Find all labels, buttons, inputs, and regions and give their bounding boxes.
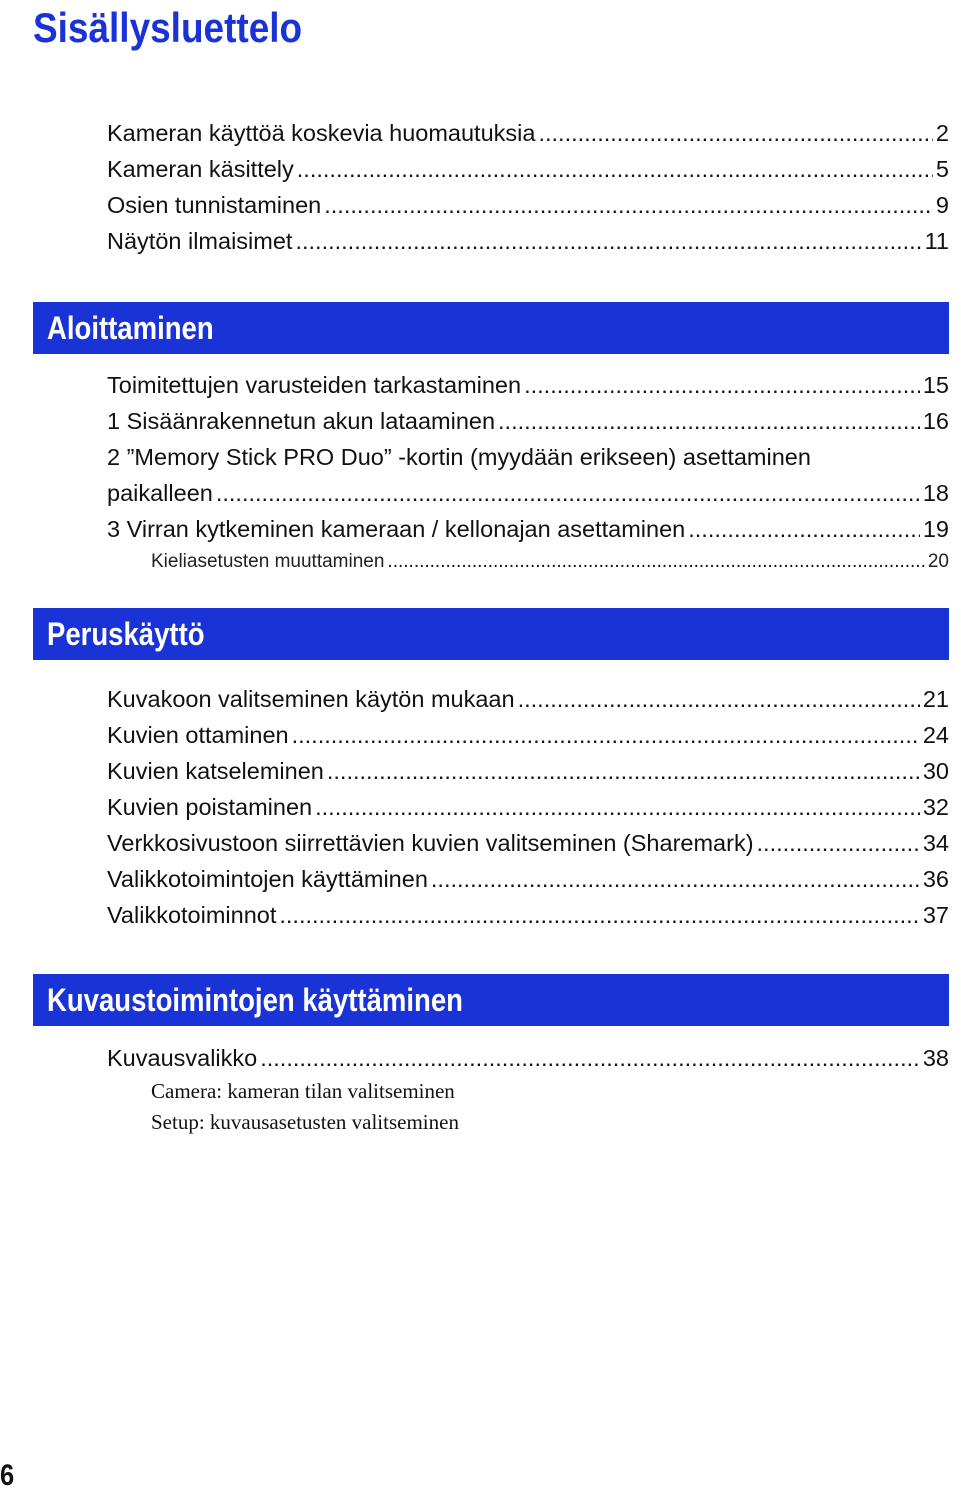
toc-entry[interactable] [107, 115, 949, 151]
toc-entry-label: Valikkotoiminnot [107, 902, 277, 928]
toc-plain-subentry[interactable]: Setup: kuvausasetusten valitseminen [151, 1110, 459, 1134]
section-header-kuvaustoimintojen-kayttaminen [33, 974, 949, 1026]
toc-entry-label: Toimitettujen varusteiden tarkastaminen [107, 372, 522, 398]
toc-entry-page: 30 [922, 758, 949, 784]
toc-entry-page: 9 [935, 192, 949, 218]
toc-entry-page: 18 [922, 480, 949, 506]
toc-leader-dots [431, 861, 920, 897]
toc-entry-wrapped-line[interactable] [107, 439, 949, 475]
toc-entry-page: 32 [922, 794, 949, 820]
toc-entry-page: 15 [922, 372, 949, 398]
toc-entry-label: Kameran käsittely [107, 156, 294, 182]
toc-entry-page: 24 [922, 722, 949, 748]
toc-leader-dots [260, 1040, 920, 1076]
toc-entry-page: 11 [924, 228, 949, 254]
toc-entry-label: paikalleen [107, 480, 213, 506]
toc-entry-label: Näytön ilmaisimet [107, 228, 293, 254]
toc-entry-page: 38 [922, 1045, 949, 1071]
toc-leader-dots [292, 717, 920, 753]
toc-entry[interactable] [107, 789, 949, 825]
toc-entry-label: Kieliasetusten muuttaminen [151, 551, 385, 572]
toc-entry-page: 37 [922, 902, 949, 928]
toc-leader-dots [688, 511, 920, 547]
page-title: Sisällysluettelo [33, 4, 303, 51]
toc-leader-dots [498, 403, 920, 439]
toc-section-kuvaustoiminnot [107, 1040, 949, 1138]
toc-intro-list [107, 115, 949, 259]
toc-entry-page: 34 [922, 830, 949, 856]
toc-leader-dots [324, 187, 933, 223]
section-heading: Aloittaminen [47, 310, 214, 346]
toc-leader-dots [295, 223, 921, 259]
toc-leader-dots [297, 151, 933, 187]
toc-entry[interactable] [107, 753, 949, 789]
toc-section-peruskaytto [107, 681, 949, 933]
toc-leader-dots [387, 547, 924, 577]
toc-leader-dots [757, 825, 920, 861]
toc-leader-dots [315, 789, 920, 825]
toc-entry[interactable] [107, 367, 949, 403]
toc-entry[interactable] [107, 475, 949, 511]
toc-entry-label: Kuvien ottaminen [107, 722, 289, 748]
toc-entry-label: Kameran käyttöä koskevia huomautuksia [107, 120, 536, 146]
toc-entry-page: 5 [935, 156, 949, 182]
toc-entry-label: Kuvausvalikko [107, 1045, 258, 1071]
toc-entry-page: 21 [922, 686, 949, 712]
toc-leader-dots [518, 681, 920, 717]
toc-leader-dots [327, 753, 920, 789]
toc-entry[interactable] [107, 681, 949, 717]
toc-plain-subentry[interactable]: Camera: kameran tilan valitseminen [151, 1079, 455, 1103]
toc-entry-page: 36 [922, 866, 949, 892]
toc-entry[interactable] [107, 825, 949, 861]
toc-entry-page: 19 [922, 516, 949, 542]
toc-entry[interactable] [107, 1040, 949, 1076]
toc-subentry[interactable] [107, 547, 949, 577]
section-heading: Kuvaustoimintojen käyttäminen [47, 982, 463, 1018]
toc-leader-dots [538, 115, 932, 151]
toc-leader-dots [279, 897, 919, 933]
toc-entry[interactable] [107, 861, 949, 897]
section-heading: Peruskäyttö [47, 616, 205, 652]
toc-entry[interactable] [107, 403, 949, 439]
toc-entry-page: 20 [927, 551, 949, 572]
toc-entry-label: Kuvien katseleminen [107, 758, 324, 784]
section-header-peruskaytto [33, 608, 949, 660]
toc-leader-dots [524, 367, 920, 403]
toc-entry-label-line1: 2 ”Memory Stick PRO Duo” -kortin (myydään erikseen) asettaminen [107, 444, 811, 470]
toc-entry-page: 2 [935, 120, 949, 146]
toc-entry-label: 3 Virran kytkeminen kameraan / kellonajan asettaminen [107, 516, 686, 542]
toc-entry[interactable] [107, 187, 949, 223]
toc-leader-dots [216, 475, 920, 511]
toc-entry[interactable] [107, 151, 949, 187]
toc-section-aloittaminen [107, 367, 949, 577]
toc-entry[interactable] [107, 717, 949, 753]
toc-entry-label: Osien tunnistaminen [107, 192, 322, 218]
section-header-aloittaminen [33, 302, 949, 354]
toc-entry-page: 16 [922, 408, 949, 434]
page-number: 6 [0, 1459, 15, 1492]
toc-entry-label: Kuvien poistaminen [107, 794, 313, 820]
toc-entry[interactable] [107, 223, 949, 259]
toc-entry-label: Valikkotoimintojen käyttäminen [107, 866, 428, 892]
toc-entry[interactable] [107, 511, 949, 547]
toc-entry-label: 1 Sisäänrakennetun akun lataaminen [107, 408, 496, 434]
toc-entry-label: Kuvakoon valitseminen käytön mukaan [107, 686, 515, 712]
toc-entry-label: Verkkosivustoon siirrettävien kuvien valitseminen (Sharemark) [107, 830, 754, 856]
toc-entry[interactable] [107, 897, 949, 933]
